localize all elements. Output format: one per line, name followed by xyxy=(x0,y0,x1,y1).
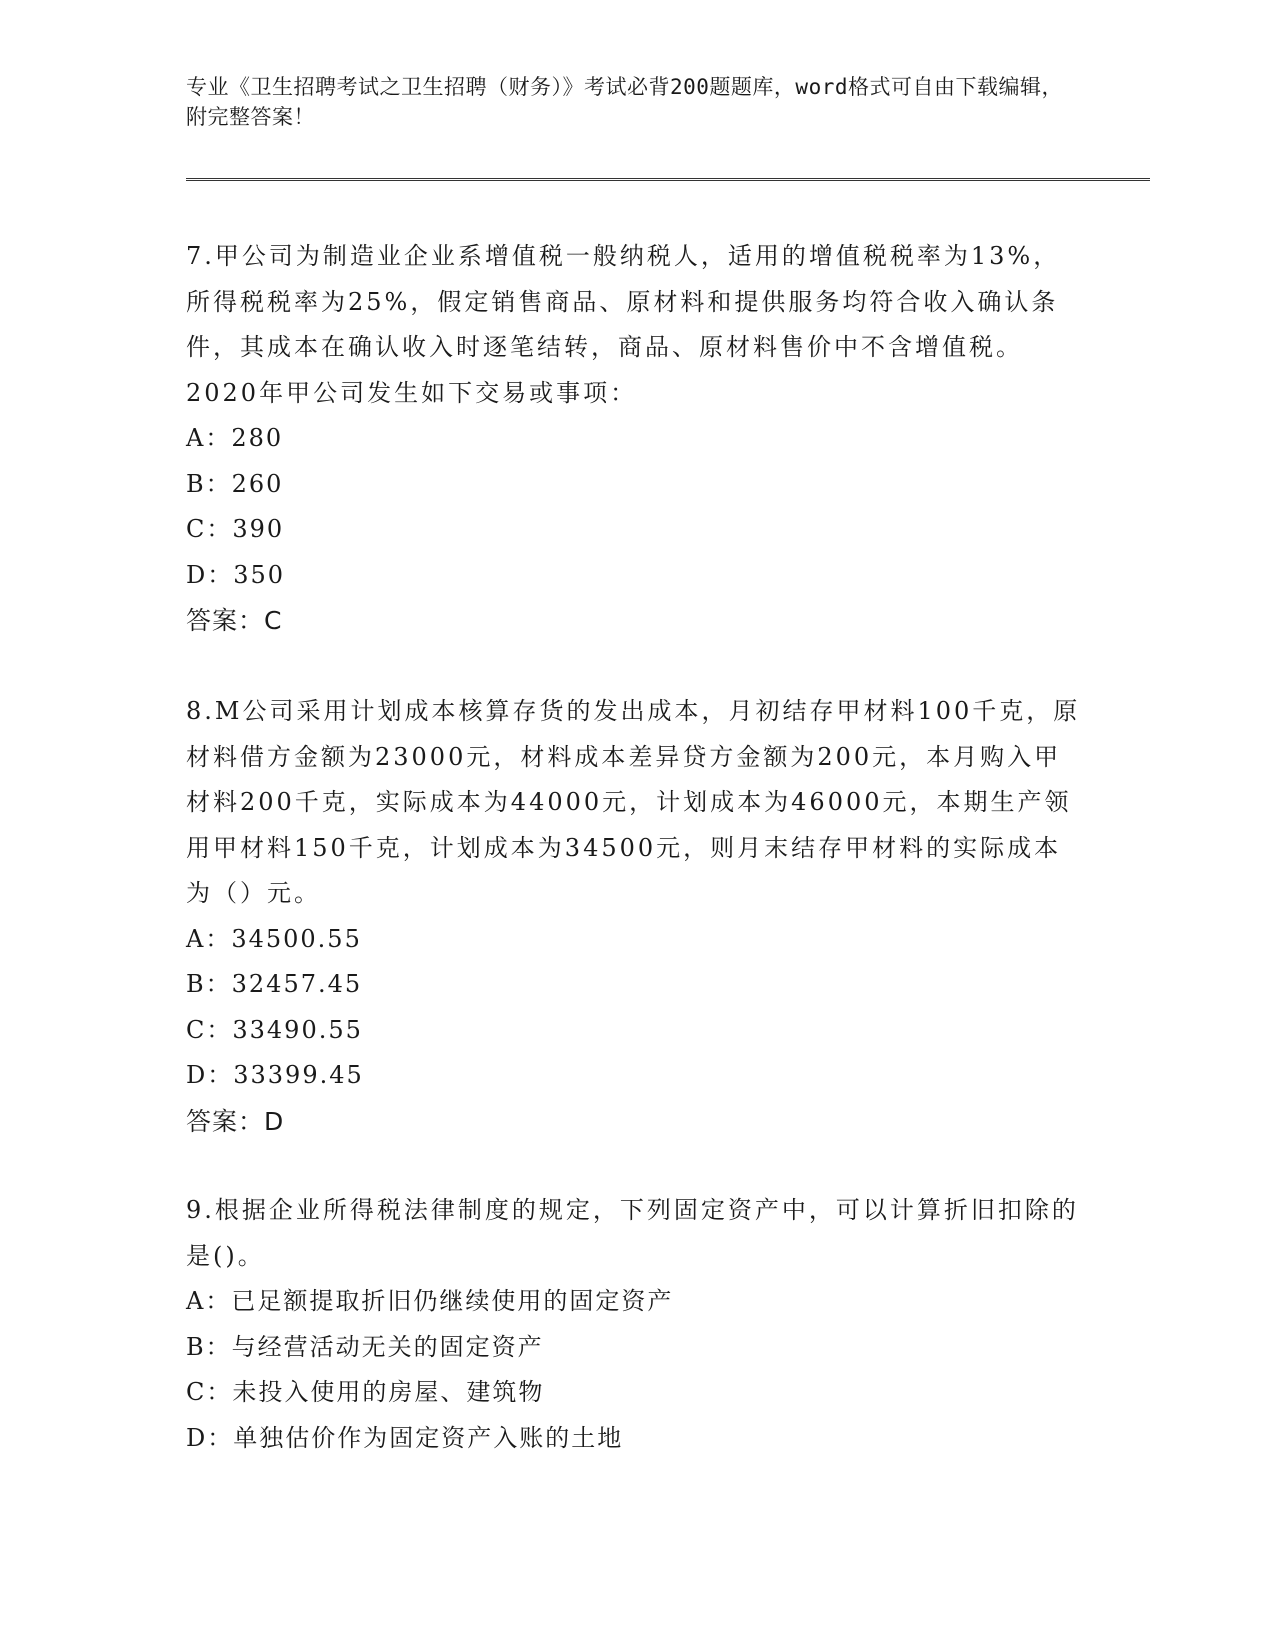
answer: 答案：C xyxy=(186,606,283,635)
answer: 答案：D xyxy=(186,1106,285,1136)
option-d: D：单独估价作为固定资产入账的土地 xyxy=(186,1423,624,1452)
option-a: A：34500.55 xyxy=(186,924,362,953)
option-d: D：33399.45 xyxy=(186,1061,364,1089)
option-b: B：260 xyxy=(186,469,284,498)
option-c: C：33490.55 xyxy=(186,1015,363,1044)
option-c: C：390 xyxy=(186,515,285,543)
question-text: 9.根据企业所得税法律制度的规定，下列固定资产中，可以计算折旧扣除的是()。 xyxy=(186,1196,1079,1270)
header-divider xyxy=(186,178,1150,181)
option-b: B：与经营活动无关的固定资产 xyxy=(186,1332,544,1361)
option-d: D：350 xyxy=(186,560,286,589)
question-text: 8.M公司采用计划成本核算存货的发出成本，月初结存甲材料100千克，原材料借方金额为23000元，材料成本差异贷方金额为200元，本月购入甲材料200千克，实际成本为44000元，计划成本为46000元，本期生产领用甲材料150千克，计划成本为34500元，则月末结存甲材料的实际成本为（）元。 xyxy=(186,697,1081,907)
question-9 xyxy=(186,1188,1086,1461)
question-8 xyxy=(186,689,1086,1144)
option-b: B：32457.45 xyxy=(186,970,363,998)
option-c: C：未投入使用的房屋、建筑物 xyxy=(186,1378,545,1406)
page-header: 专业《卫生招聘考试之卫生招聘（财务）》考试必背200题题库，word格式可自由下载编辑，附完整答案！ xyxy=(186,75,1063,129)
option-a: A：280 xyxy=(186,424,284,452)
question-text: 7.甲公司为制造业企业系增值税一般纳税人，适用的增值税税率为13%，所得税税率为25%，假定销售商品、原材料和提供服务均符合收入确认条件，其成本在确认收入时逐笔结转，商品、原材料售价中不含增值税。2020年甲公司发生如下交易或事项： xyxy=(186,242,1061,407)
question-7 xyxy=(186,234,1086,644)
option-a: A：已足额提取折旧仍继续使用的固定资产 xyxy=(186,1287,674,1315)
